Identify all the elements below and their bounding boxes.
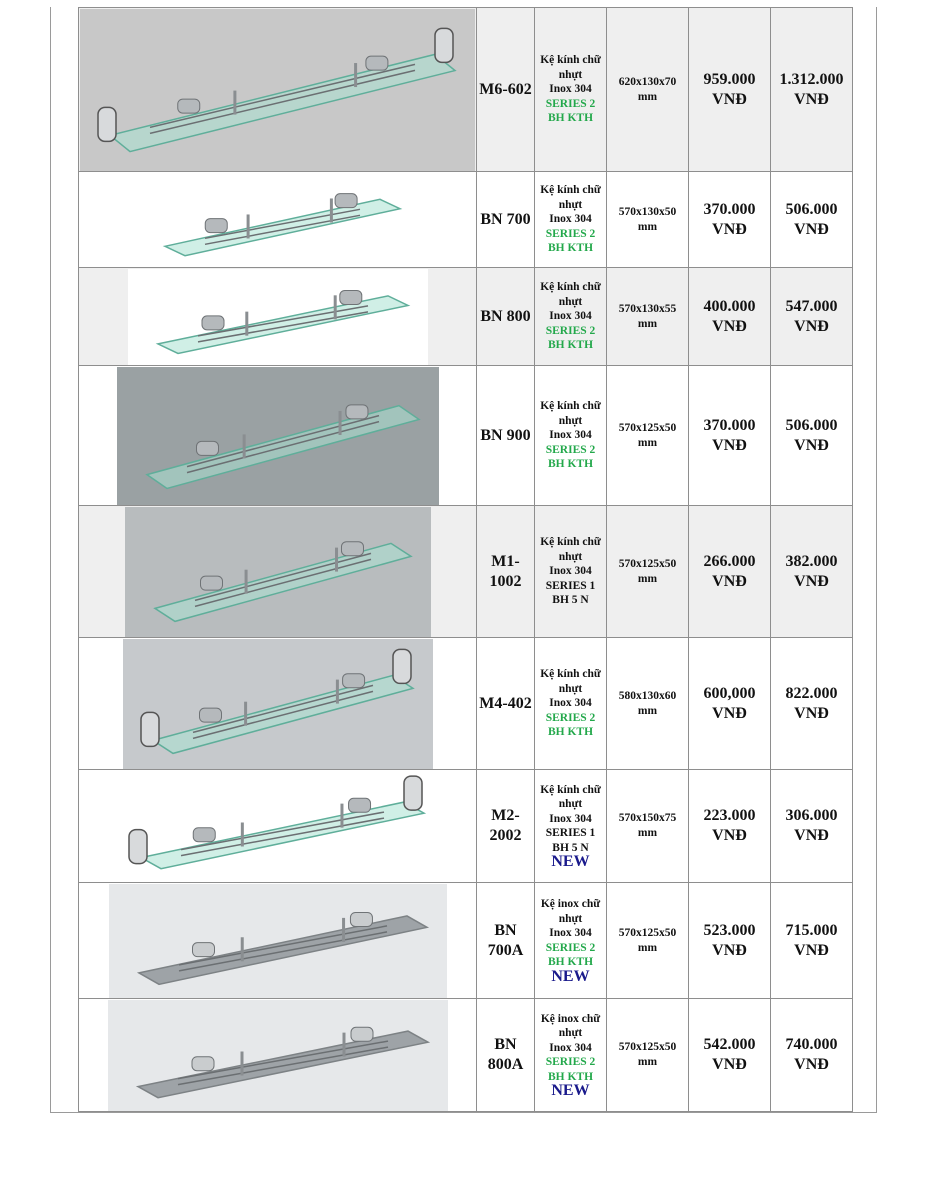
product-image-cell	[79, 268, 477, 366]
price-line: 959.000	[703, 70, 756, 88]
product-image-cell	[79, 638, 477, 770]
description-line: Kệ kính chữ	[540, 281, 601, 294]
shelf-photo	[108, 1000, 448, 1111]
dimension-line: mm	[637, 220, 658, 233]
price-dealer	[689, 366, 771, 506]
warranty-label: BH KTH	[547, 112, 594, 125]
price-line: VNĐ	[794, 941, 829, 959]
dimension-line: mm	[637, 436, 658, 449]
description-line: Inox 304	[549, 697, 592, 710]
description-line: Inox 304	[549, 927, 592, 939]
price-line: 306.000	[785, 807, 838, 824]
table-row	[79, 999, 853, 1112]
price-retail	[771, 366, 853, 506]
product-description	[535, 638, 607, 770]
description-line: nhựt	[558, 1027, 583, 1039]
series-label: SERIES 1	[545, 827, 596, 839]
description-line: Kệ kính chữ	[540, 184, 601, 197]
dimension-line: 620x130x70	[618, 75, 677, 88]
description-line: Kệ kính chữ	[540, 54, 601, 67]
product-dimensions	[607, 638, 689, 770]
price-line: VNĐ	[712, 220, 747, 238]
price-line: VNĐ	[712, 941, 747, 959]
price-line: VNĐ	[712, 317, 747, 335]
description-line: nhựt	[558, 798, 583, 810]
price-dealer	[689, 638, 771, 770]
series-label: SERIES 2	[545, 711, 596, 724]
description-line: Inox 304	[549, 310, 592, 323]
price-line: VNĐ	[794, 704, 829, 722]
shelf-photo	[128, 269, 428, 365]
price-line: VNĐ	[794, 827, 829, 844]
shelf-photo	[125, 507, 431, 637]
price-line: 400.000	[703, 297, 756, 315]
dimension-line: 570x125x50	[618, 421, 677, 434]
shelf-photo	[80, 9, 475, 171]
series-label: SERIES 2	[545, 324, 596, 337]
product-image-cell	[79, 770, 477, 883]
product-code: BN 700	[477, 172, 535, 268]
price-line: VNĐ	[712, 436, 747, 454]
product-image-cell	[79, 8, 477, 172]
warranty-label: BH KTH	[547, 458, 594, 471]
product-dimensions	[607, 999, 689, 1112]
description-line: nhựt	[558, 295, 583, 308]
dimension-line: 570x125x50	[618, 926, 677, 939]
price-line: 715.000	[785, 921, 838, 939]
description-line: nhựt	[558, 682, 583, 695]
table-row	[79, 883, 853, 999]
price-line: VNĐ	[712, 827, 747, 844]
description-line: Kệ kính chữ	[540, 536, 601, 549]
product-image-cell	[79, 366, 477, 506]
table-row	[79, 8, 853, 172]
description-line: Kệ kính chữ	[540, 668, 601, 681]
product-dimensions	[607, 172, 689, 268]
product-code: BN 800A	[477, 999, 535, 1112]
warranty-label: BH KTH	[547, 242, 594, 255]
product-dimensions	[607, 506, 689, 638]
description-line: nhựt	[558, 550, 583, 563]
description-line: Kệ inox chữ	[540, 898, 601, 910]
price-line: 382.000	[785, 552, 838, 570]
price-line: 370.000	[703, 200, 756, 218]
dimension-line: mm	[637, 941, 658, 954]
price-line: 506.000	[785, 200, 838, 218]
price-line: 740.000	[785, 1036, 838, 1053]
price-dealer	[689, 770, 771, 883]
table-row	[79, 638, 853, 770]
price-line: 523.000	[703, 921, 756, 939]
warranty-label: BH 5 N	[552, 594, 589, 607]
dimension-line: mm	[637, 1056, 658, 1068]
product-image-cell	[79, 883, 477, 999]
table-row	[79, 366, 853, 506]
price-line: VNĐ	[712, 90, 747, 108]
price-line: 600,000	[703, 684, 756, 702]
series-label: SERIES 2	[545, 443, 596, 456]
product-code: M4-402	[477, 638, 535, 770]
price-dealer	[689, 268, 771, 366]
price-line: VNĐ	[712, 704, 747, 722]
price-line: VNĐ	[794, 220, 829, 238]
product-description	[535, 883, 607, 999]
description-line: Inox 304	[549, 1041, 592, 1054]
price-retail	[771, 268, 853, 366]
series-label: SERIES 2	[545, 227, 596, 240]
price-retail	[771, 638, 853, 770]
warranty-label: BH KTH	[547, 726, 594, 739]
price-line: 542.000	[703, 1036, 756, 1053]
description-line: Kệ kính chữ	[540, 783, 601, 796]
price-dealer	[689, 172, 771, 268]
price-retail	[771, 8, 853, 172]
shelf-photo	[117, 367, 439, 505]
product-code: M2-2002	[477, 770, 535, 883]
price-dealer	[689, 506, 771, 638]
description-line: nhựt	[558, 68, 583, 81]
dimension-line: 570x150x75	[618, 812, 677, 824]
dimension-line: 570x130x50	[618, 205, 677, 218]
product-dimensions	[607, 883, 689, 999]
price-dealer	[689, 999, 771, 1112]
warranty-label: BH KTH	[547, 1070, 594, 1083]
warranty-label: BH KTH	[547, 956, 594, 968]
series-label: SERIES 2	[545, 1056, 596, 1068]
table-row	[79, 172, 853, 268]
table-row	[79, 506, 853, 638]
dimension-line: mm	[637, 704, 658, 717]
product-code: M6-602	[477, 8, 535, 172]
warranty-label: BH KTH	[547, 339, 594, 352]
new-badge: NEW	[551, 967, 590, 985]
new-badge: NEW	[551, 1082, 590, 1099]
dimension-line: 570x125x50	[618, 557, 677, 570]
price-line: 1.312.000	[779, 70, 844, 88]
dimension-line: 580x130x60	[618, 689, 677, 702]
product-code: M1-1002	[477, 506, 535, 638]
product-image-cell	[79, 506, 477, 638]
product-code: BN 700A	[477, 883, 535, 999]
shelf-photo	[123, 639, 433, 769]
price-line: VNĐ	[712, 1056, 747, 1073]
product-description	[535, 8, 607, 172]
price-retail	[771, 999, 853, 1112]
description-line: Inox 304	[549, 83, 592, 96]
price-retail	[771, 770, 853, 883]
price-line: 822.000	[785, 684, 838, 702]
price-line: VNĐ	[794, 572, 829, 590]
description-line: nhựt	[558, 912, 583, 925]
price-retail	[771, 172, 853, 268]
series-label: SERIES 1	[545, 579, 596, 592]
dimension-line: 570x130x55	[618, 302, 677, 315]
description-line: nhựt	[558, 414, 583, 427]
price-line: 223.000	[703, 807, 756, 824]
price-line: VNĐ	[794, 317, 829, 335]
price-line: 547.000	[785, 297, 838, 315]
dimension-line: 570x125x50	[618, 1041, 677, 1053]
product-description	[535, 999, 607, 1112]
price-line: VNĐ	[794, 436, 829, 454]
dimension-line: mm	[637, 90, 658, 103]
price-line: 266.000	[703, 552, 756, 570]
warranty-label: BH 5 N	[552, 841, 589, 854]
product-dimensions	[607, 268, 689, 366]
description-line: Inox 304	[549, 812, 592, 825]
series-label: SERIES 2	[545, 97, 596, 110]
dimension-line: mm	[637, 572, 658, 585]
shelf-photo	[111, 771, 444, 882]
description-line: Kệ inox chữ	[540, 1012, 601, 1025]
product-description	[535, 172, 607, 268]
product-description	[535, 770, 607, 883]
product-description	[535, 268, 607, 366]
price-line: 506.000	[785, 416, 838, 434]
dimension-line: mm	[637, 827, 658, 839]
price-retail	[771, 883, 853, 999]
product-description	[535, 366, 607, 506]
price-line: VNĐ	[712, 572, 747, 590]
shelf-photo	[135, 173, 420, 267]
price-line: 370.000	[703, 416, 756, 434]
price-table	[78, 7, 853, 1112]
product-dimensions	[607, 770, 689, 883]
price-dealer	[689, 883, 771, 999]
table-row	[79, 770, 853, 883]
price-line: VNĐ	[794, 90, 829, 108]
description-line: Kệ kính chữ	[540, 400, 601, 413]
new-badge: NEW	[551, 853, 590, 870]
price-line: VNĐ	[794, 1056, 829, 1073]
description-line: Inox 304	[549, 565, 592, 578]
description-line: Inox 304	[549, 429, 592, 442]
dimension-line: mm	[637, 317, 658, 330]
shelf-photo	[109, 884, 447, 998]
price-dealer	[689, 8, 771, 172]
product-image-cell	[79, 172, 477, 268]
description-line: Inox 304	[549, 213, 592, 226]
product-description	[535, 506, 607, 638]
series-label: SERIES 2	[545, 941, 596, 954]
product-code: BN 900	[477, 366, 535, 506]
price-retail	[771, 506, 853, 638]
description-line: nhựt	[558, 198, 583, 211]
table-row	[79, 268, 853, 366]
product-image-cell	[79, 999, 477, 1112]
product-dimensions	[607, 8, 689, 172]
product-code: BN 800	[477, 268, 535, 366]
product-dimensions	[607, 366, 689, 506]
